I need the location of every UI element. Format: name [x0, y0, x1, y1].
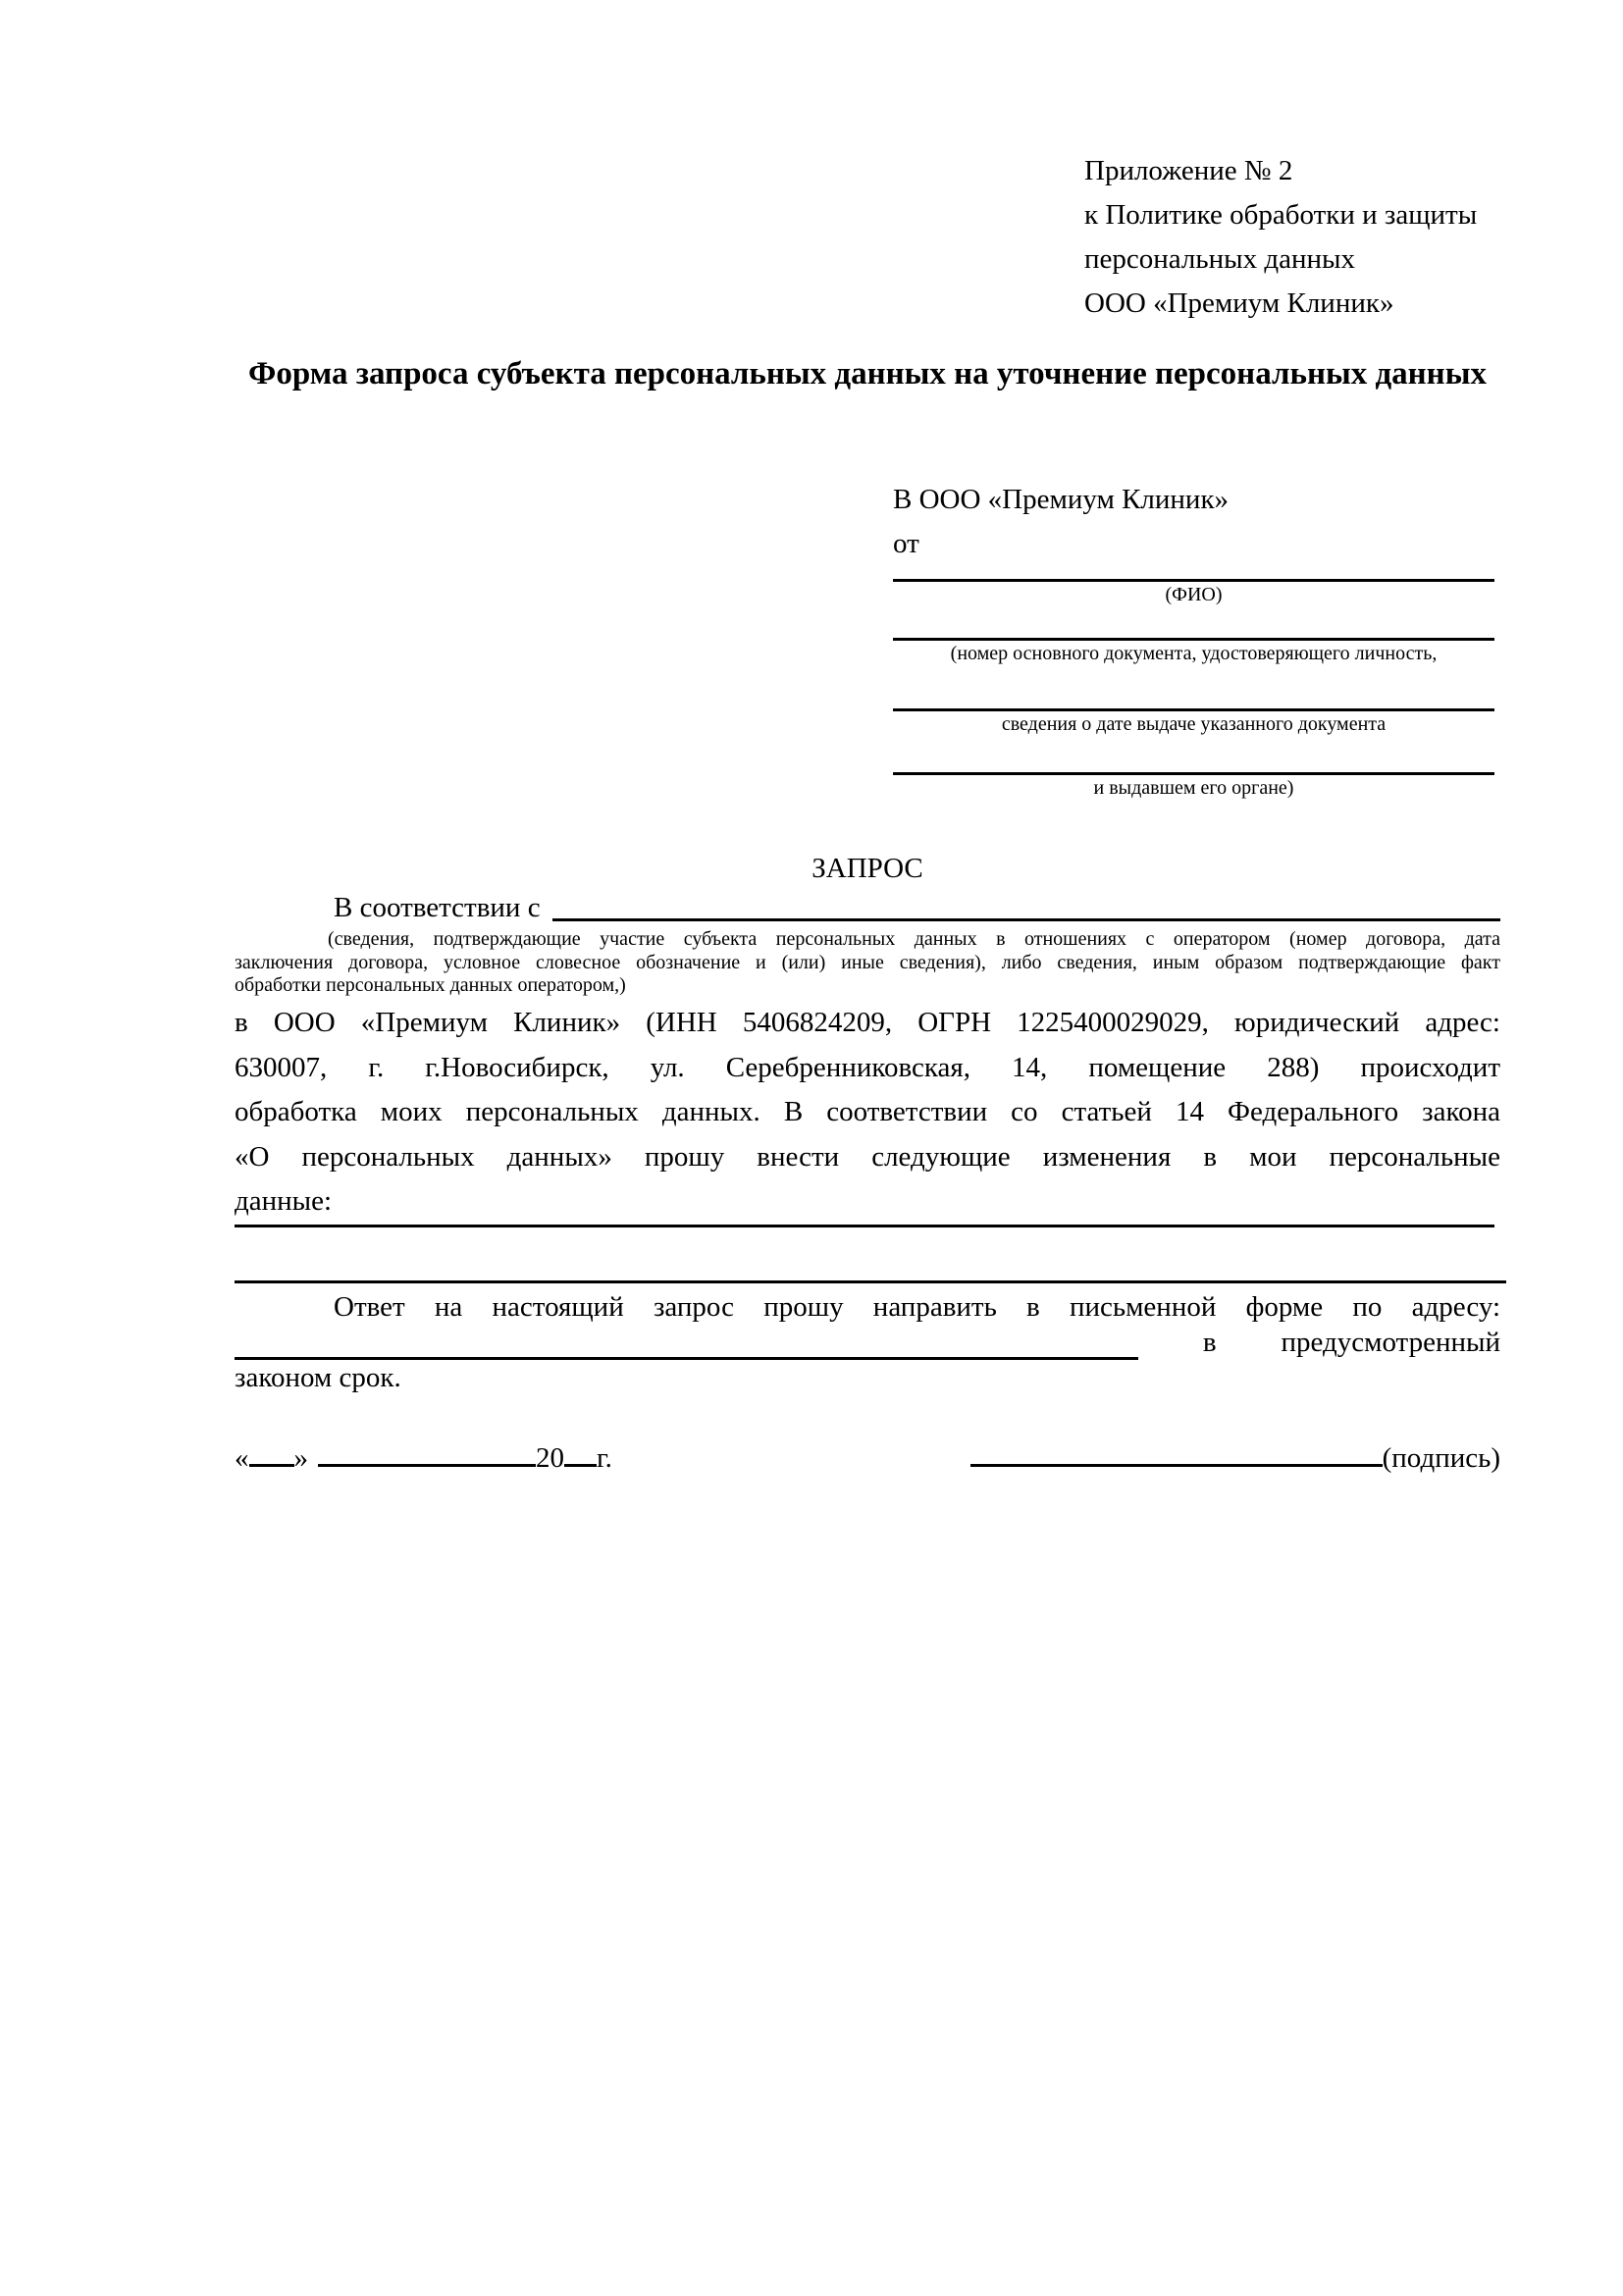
document-number-blank-field [893, 628, 1494, 641]
footer-row [235, 1435, 1500, 1478]
month-blank-field [318, 1435, 536, 1467]
answer-word: предусмотренный [1281, 1327, 1500, 1358]
document-title: Форма запроса субъекта персональных данных на уточнение персональных данных [248, 356, 1487, 391]
answer-intro: Ответ на настоящий запрос прошу направить в письменной форме по адресу: [334, 1291, 1500, 1323]
fio-field-caption: (ФИО) [1165, 584, 1223, 605]
explanatory-note-line: заключения договора, условное словесное обозначение и (или) иные сведения), либо сведения, иным образом подтверждающие факт [235, 951, 1500, 973]
changes-blank-field-1 [235, 1215, 1494, 1227]
annex-note [1084, 149, 1506, 326]
quote-open: « [235, 1442, 249, 1474]
answer-address-row [235, 1325, 1500, 1360]
document-number-field-caption: (номер основного документа, удостоверяющего личность, [950, 643, 1438, 664]
issue-date-field-caption: сведения о дате выдаче указанного документа [1001, 713, 1387, 735]
explanatory-note [235, 928, 1500, 998]
annex-note-line: ООО «Премиум Клиник» [1084, 287, 1394, 319]
issuing-authority-field-caption: и выдавшем его органе) [1093, 777, 1294, 799]
answer-paragraph [235, 1289, 1500, 1395]
day-blank-field [249, 1435, 294, 1467]
fio-blank-field [893, 566, 1494, 582]
intro-label: В соответствии с [334, 892, 541, 923]
addressee-block [893, 478, 1494, 802]
year-blank-field [564, 1435, 597, 1467]
signature-line [970, 1435, 1500, 1478]
annex-note-line: к Политике обработки и защиты [1084, 199, 1478, 231]
issuing-authority-blank-field [893, 762, 1494, 775]
year-suffix: г. [597, 1442, 612, 1474]
quote-close: » [293, 1442, 308, 1474]
changes-blank-field-2 [235, 1271, 1506, 1283]
request-body-line: 630007, г. г.Новосибирск, ул. Серебренниковская, 14, помещение 288) происходит [235, 1051, 1500, 1083]
address-blank-field [235, 1330, 1138, 1360]
answer-word: в [1202, 1327, 1217, 1358]
annex-note-line: Приложение № 2 [1084, 155, 1293, 186]
request-body-line: данные: [235, 1185, 333, 1217]
request-body-line: «О персональных данных» прошу внести следующие изменения в мои персональные [235, 1140, 1500, 1173]
signature-blank-field [970, 1435, 1383, 1467]
request-body [235, 1001, 1500, 1225]
request-body-line: обработка моих персональных данных. В соответствии со статьей 14 Федерального закона [235, 1096, 1500, 1127]
request-body-line: в ООО «Премиум Клиник» (ИНН 5406824209, ОГРН 1225400029029, юридический адрес: [235, 1007, 1500, 1038]
year-prefix: 20 [536, 1442, 564, 1474]
issue-date-blank-field [893, 699, 1494, 711]
addressee-from-label: от [893, 528, 919, 559]
intro-row [235, 891, 1500, 924]
request-heading: ЗАПРОС [812, 853, 923, 884]
explanatory-note-line: (сведения, подтверждающие участие субъекта персональных данных в отношениях с оператором (номер договора, дата [328, 928, 1500, 950]
addressee-to: В ООО «Премиум Клиник» [893, 484, 1230, 515]
annex-note-line: персональных данных [1084, 243, 1356, 275]
date-line [235, 1435, 612, 1478]
explanatory-note-line: обработки персональных данных оператором,) [235, 974, 626, 996]
basis-blank-field [552, 891, 1500, 921]
signature-caption: (подпись) [1382, 1442, 1500, 1474]
answer-end: законом срок. [235, 1362, 401, 1393]
